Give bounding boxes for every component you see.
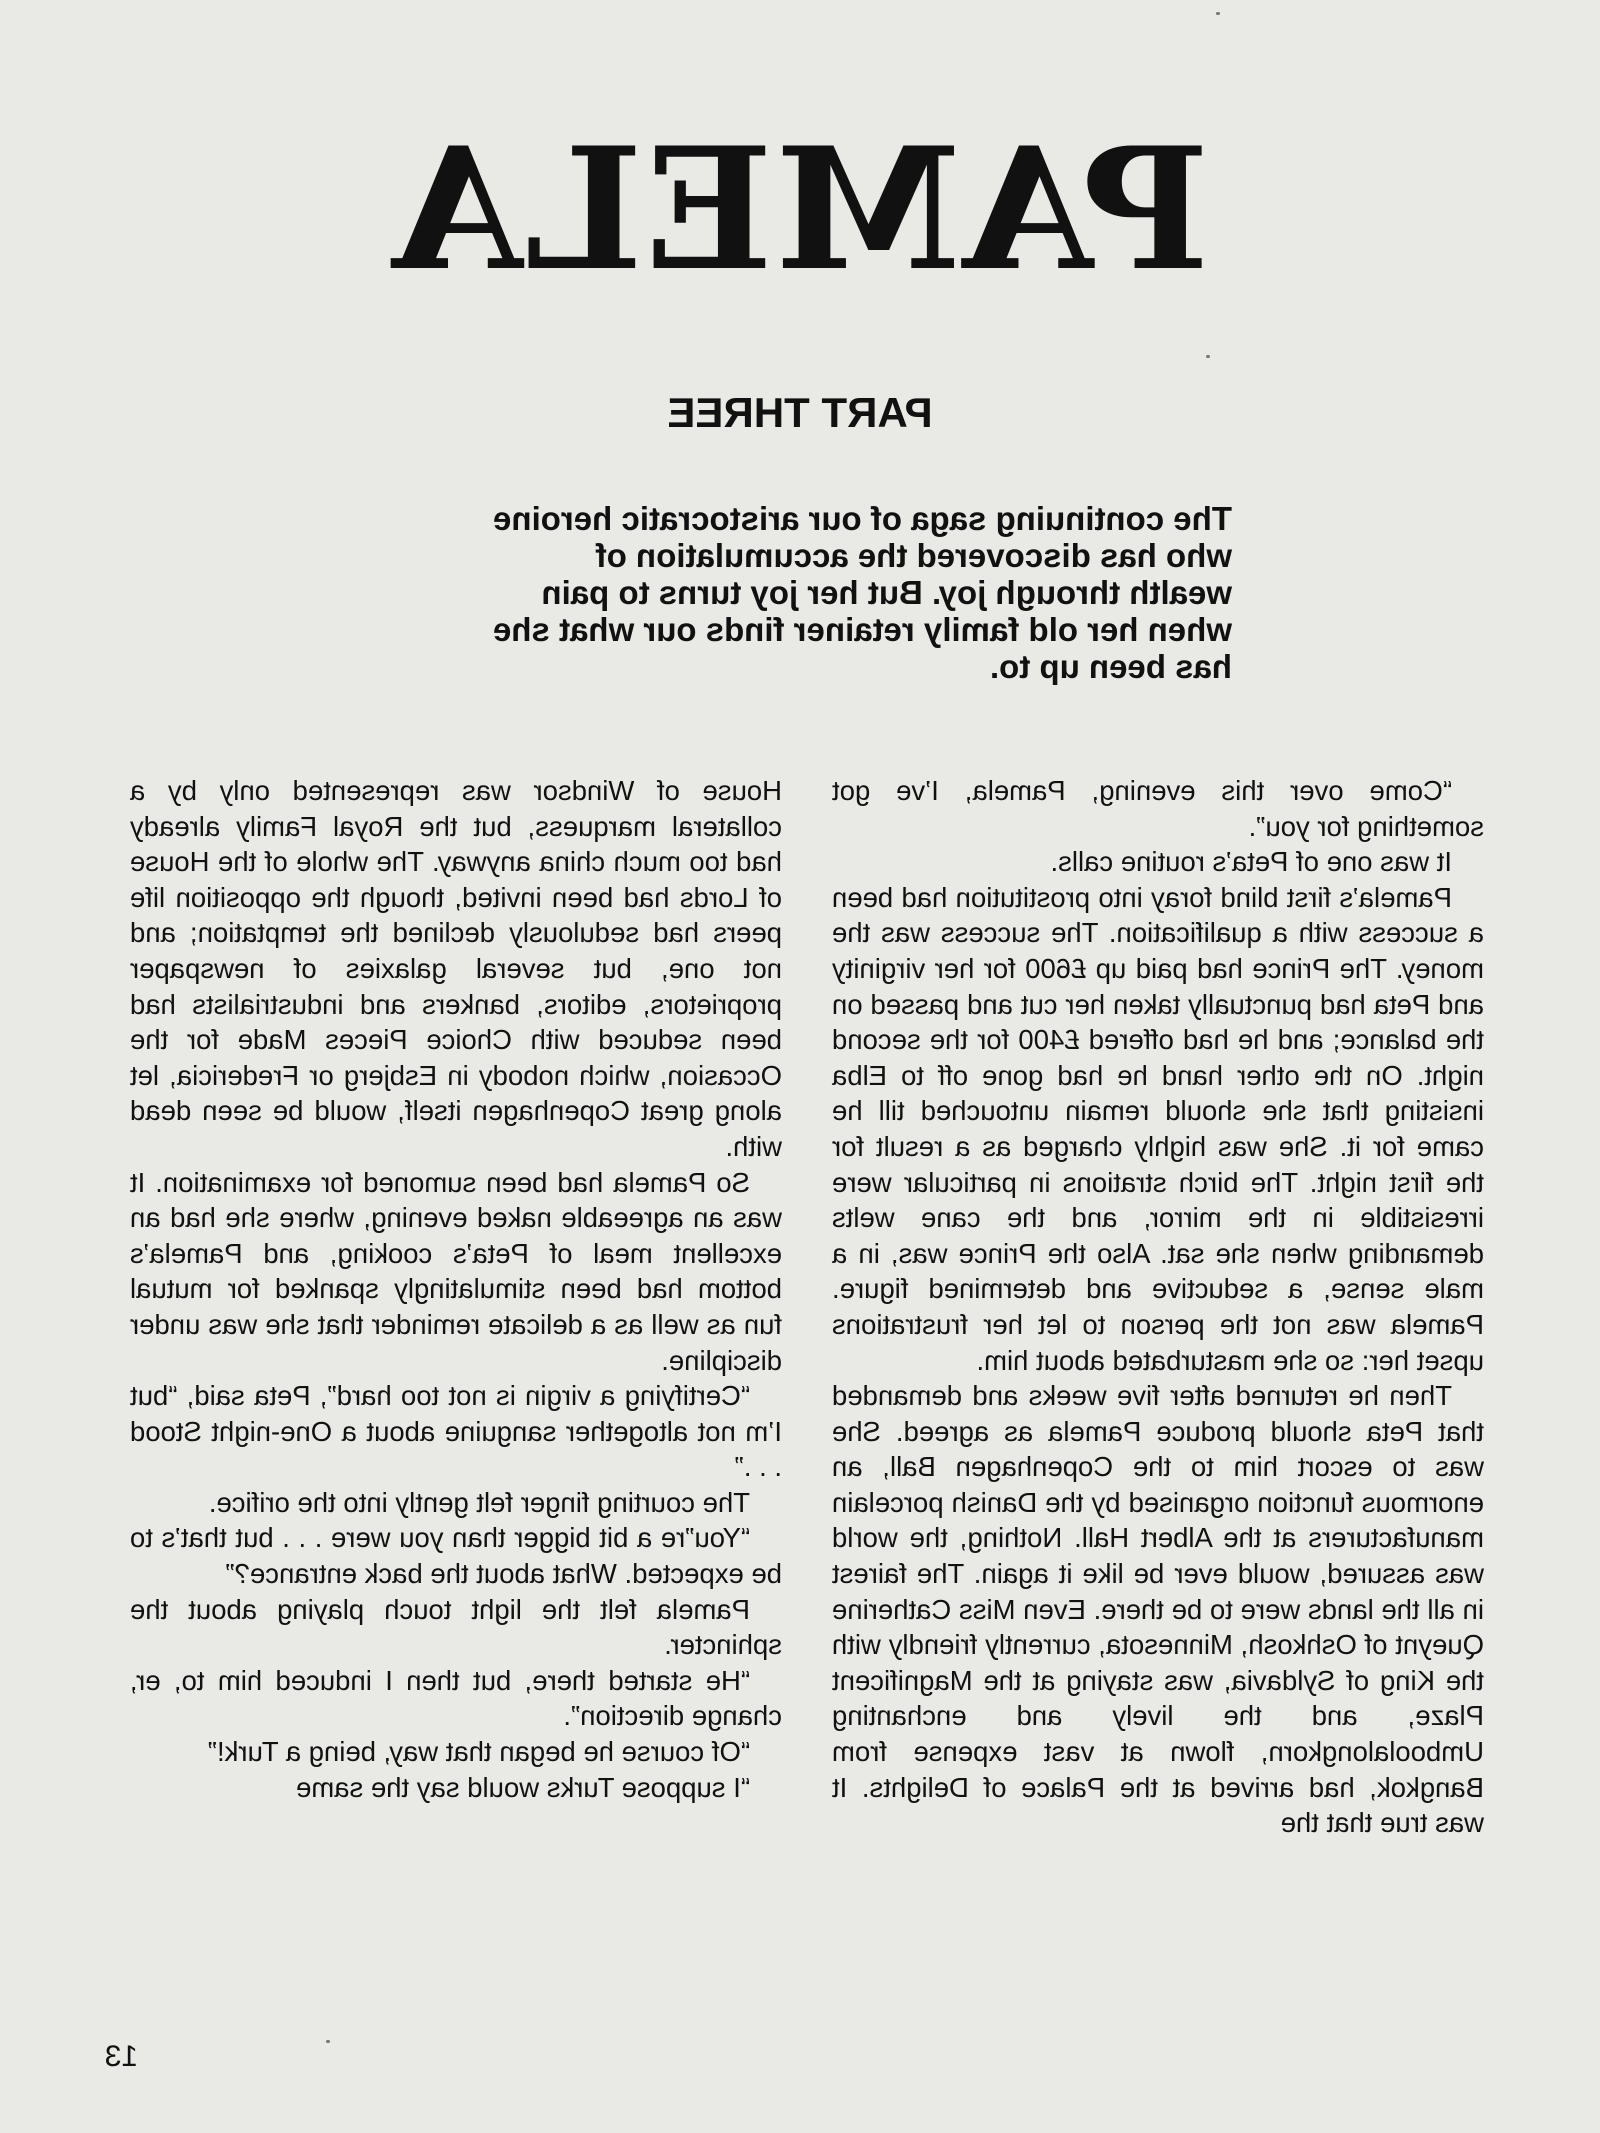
body-column-left [832,773,1484,1841]
body-paragraph: “He started there, but then I induced him to, er, change direction”. [130,1664,782,1732]
standfirst-line: when her old family retainer finds our what she [493,611,1232,648]
body-paragraph: “Of course he began that way, being a Turk!” [207,1736,750,1768]
standfirst-line: has been up to. [989,648,1232,685]
page-number: 13 [104,2040,138,2073]
body-paragraph: “You”re a bit bigger than you were . . . but that’s to be expected. What about the back entrance?” [130,1522,782,1590]
print-speck [1206,355,1210,358]
body-paragraph: “Certifying a virgin is not too hard”, Peta said, “but I’m not altogether sanguine about a One-night Stood . . .” [130,1380,782,1483]
body-paragraph: Then he returned after five weeks and demanded that Peta should produce Pamela as agreed. She was to escort him to the Copenhagen Ball, an enormous function organised by the Danish porcelain manufacturers at the Albert Hall. Nothing, the world was assured, would ever be like it again. The fairest in all the lands were to be there. Even Miss Catherine Queynt of Oshkosh, Minnesota, currently friendly with the King of Syldavia, was staying at the Magnificent Plaze, and the lively and enchanting Umboolalongkorn, flown at vast expense from Bangkok, had arrived at the Palace of Delights. It was true that the [832,1380,1484,1839]
standfirst-line: wealth through joy. But her joy turns to pain [541,574,1232,611]
body-paragraph: “Come over this evening, Pamela, I’ve got something for you”. [832,775,1484,842]
body-paragraph: Pamela felt the light touch playing about the sphincter. [130,1593,782,1661]
article-title: PAMELA [390,110,1210,308]
body-column-right [130,773,782,1805]
standfirst [442,500,1232,685]
body-paragraph: Pamela’s first blind foray into prostitution had been a success with a qualification. The success was the money. The Prince had paid up £600 for her virginity and Peta had punctually taken her cut and passed on the balance; and he had offered £400 for the second night. On the other hand he had gone off to Elba insisting that she should remain untouched till he came for it. She was highly charged as a result for the first night. The birch strations in particular were irresistible in the mirror, and the cane welts demanding when she sat. Also the Prince was, in a male sense, a seductive and determined figure. Pamela was not the person to let her frustrations upset her: so she masturbated about him. [832,881,1484,1376]
body-paragraph: House of Windsor was represented only by a collateral marquess, but the Royal Family already had too much china anyway. The whole of the House of Lords had been invited, though the opposition life peers had sedulously declined the temptation; and not one, but several galaxies of newspaper proprietors, editors, bankers and industrialists had been seduced with Choice Pieces Made for the Occasion, which nobody in Esbjerg or Fredericia, let along great Copenhagen itself, would be seen dead with. [130,775,782,1162]
print-speck [1216,12,1220,15]
body-paragraph: The courting finger felt gently into the orifice. [208,1486,750,1518]
standfirst-line: who has discovered the accumulation of [595,537,1232,574]
body-paragraph: It was one of Peta’s routine calls. [1050,846,1452,878]
body-paragraph: “I suppose Turks would say the same [296,1771,750,1803]
standfirst-line: The continuing saga of our aristocratic heroine [493,500,1232,537]
print-speck [326,2040,330,2043]
body-paragraph: So Pamela had been sumoned for examination. It was an agreeable naked evening, where she had an excellent meal of Peta’s cooking, and Pamela’s bottom had been stimulatingly spanked for mutual fun as well as a delicate reminder that she was under discipline. [130,1166,782,1376]
article-subtitle: PART THREE [667,389,933,436]
